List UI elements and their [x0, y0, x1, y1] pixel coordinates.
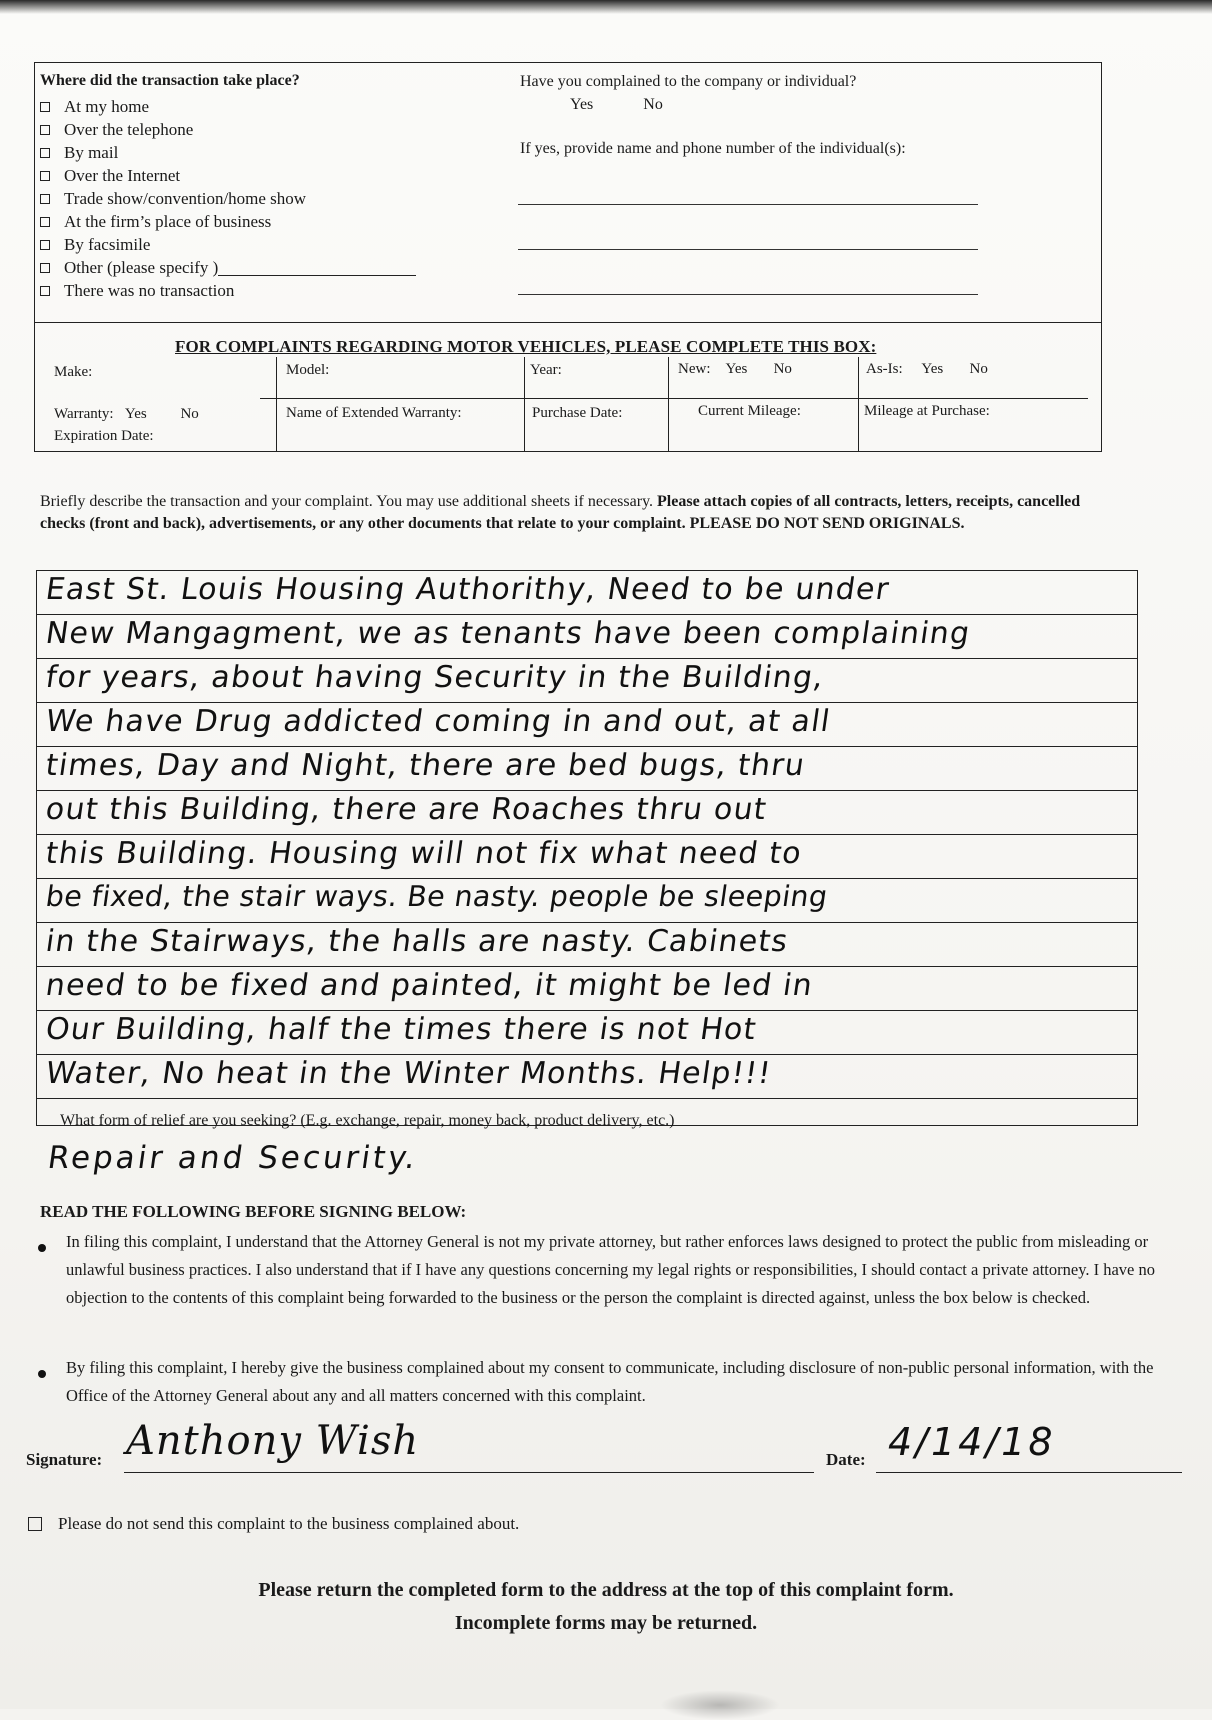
handwritten-line: Water, No heat in the Winter Months. Help!!! [43, 1056, 774, 1091]
date-label: Date: [826, 1450, 866, 1469]
signature-field[interactable] [124, 1472, 814, 1473]
checkbox[interactable] [40, 286, 50, 296]
mv-row-divider [260, 398, 1088, 399]
line-rule [36, 966, 1138, 967]
checkbox[interactable] [40, 171, 50, 181]
describe-instructions: Briefly describe the transaction and your complaint. You may use additional sheets if necessary. Please attach copies of all contracts, letters, receipts, cancelled checks (front and back), advertisements, or any other documents that relate to your complaint. PLEASE DO NOT SEND ORIGINALS. [40, 493, 1081, 532]
mv-warranty: Warranty: Yes No [54, 406, 199, 422]
handwritten-line: for years, about having Security in the Building, [43, 660, 827, 695]
option-facsimile[interactable]: By facsimile [40, 233, 416, 256]
line-rule [36, 614, 1138, 615]
mv-make: Make: [54, 364, 93, 380]
complained-yes[interactable]: Yes [570, 96, 594, 113]
line-rule [36, 746, 1138, 747]
line-rule [36, 702, 1138, 703]
mv-col-divider [668, 357, 669, 451]
mv-new: New: Yes No [678, 361, 792, 377]
other-specify-field[interactable] [218, 259, 416, 276]
read-before-title: READ THE FOLLOWING BEFORE SIGNING BELOW: [40, 1202, 467, 1221]
handwritten-line: be fixed, the stair ways. Be nasty. people be sleeping [43, 880, 830, 913]
mv-warranty-no[interactable]: No [180, 406, 199, 422]
handwritten-line: Our Building, half the times there is not Hot [43, 1012, 760, 1047]
scan-smudge [660, 1690, 780, 1720]
mv-as-is-yes[interactable]: Yes [921, 361, 944, 377]
option-internet[interactable]: Over the Internet [40, 164, 416, 187]
mv-as-is: As-Is: Yes No [866, 361, 988, 377]
checkbox[interactable] [40, 263, 50, 273]
line-rule [36, 790, 1138, 791]
footer-line-1: Please return the completed form to the address at the top of this complaint form. [258, 1579, 954, 1601]
handwritten-line: New Mangagment, we as tenants have been complaining [43, 616, 973, 651]
mv-col-divider [524, 357, 525, 451]
relief-answer: Repair and Security. [45, 1140, 421, 1176]
checkbox[interactable] [40, 148, 50, 158]
mv-as-is-no[interactable]: No [969, 361, 988, 377]
mv-extended-warranty: Name of Extended Warranty: [286, 405, 462, 421]
line-rule [36, 658, 1138, 659]
line-rule [36, 1054, 1138, 1055]
do-not-send-option[interactable]: Please do not send this complaint to the business complained about. [28, 1514, 519, 1534]
consent-paragraph-1: In filing this complaint, I understand that the Attorney General is not my private attorney, but rather enforces laws designed to protect the public from misleading or unlawful business practices. I also understand that if I have any questions concerning my legal rights or responsibilities, I should contact a private attorney. I have no objection to the contents of this complaint being forwarded to the business or the person the complaint is directed against, unless the box below is checked. [66, 1232, 1156, 1307]
handwritten-line: East St. Louis Housing Authorithy, Need to be under [43, 572, 892, 607]
bullet-icon [38, 1244, 46, 1252]
mv-col-divider [858, 357, 859, 451]
complained-yes-no [570, 96, 713, 114]
footer-line-2: Incomplete forms may be returned. [454, 1612, 758, 1634]
consent-paragraph-2: By filing this complaint, I hereby give the business complained about my consent to communicate, including disclosure of non-public personal information, with the Office of the Attorney General about any and all matters concerned with this complaint. [66, 1358, 1154, 1405]
line-rule [36, 1010, 1138, 1011]
complained-no[interactable]: No [643, 96, 663, 113]
option-firm[interactable]: At the firm’s place of business [40, 210, 416, 233]
mv-warranty-yes[interactable]: Yes [124, 406, 147, 422]
checkbox[interactable] [40, 240, 50, 250]
complained-question: Have you complained to the company or individual? [520, 73, 857, 90]
line-rule [36, 1098, 1138, 1099]
option-trade-show[interactable]: Trade show/convention/home show [40, 187, 416, 210]
option-other[interactable]: Other (please specify ) [40, 256, 416, 279]
checkbox[interactable] [40, 102, 50, 112]
checkbox[interactable] [40, 217, 50, 227]
scan-shadow [0, 0, 1212, 14]
if-yes-instructions: If yes, provide name and phone number of the individual(s): [520, 140, 906, 157]
contact-line-2[interactable] [518, 249, 978, 250]
relief-question: What form of relief are you seeking? (E.g. exchange, repair, money back, product delivery, etc.) [60, 1112, 675, 1129]
handwritten-line: need to be fixed and painted, it might be led in [43, 968, 816, 1003]
contact-line-3[interactable] [518, 294, 978, 295]
signature-label: Signature: [26, 1450, 103, 1469]
option-telephone[interactable]: Over the telephone [40, 118, 416, 141]
handwritten-line: out this Building, there are Roaches thru out [43, 792, 770, 827]
checkbox[interactable] [40, 125, 50, 135]
transaction-question: Where did the transaction take place? [40, 72, 300, 89]
handwritten-line: times, Day and Night, there are bed bugs, thru [43, 748, 808, 783]
motor-vehicles-title: FOR COMPLAINTS REGARDING MOTOR VEHICLES, PLEASE COMPLETE THIS BOX: [175, 337, 877, 356]
contact-line-1[interactable] [518, 204, 978, 205]
handwritten-line: We have Drug addicted coming in and out, at all [43, 704, 833, 739]
do-not-send-checkbox[interactable] [28, 1517, 42, 1531]
mv-model: Model: [286, 362, 330, 378]
mv-year: Year: [530, 362, 562, 378]
handwritten-line: in the Stairways, the halls are nasty. Cabinets [43, 924, 791, 959]
mv-current-mileage: Current Mileage: [698, 403, 801, 419]
date-field[interactable] [876, 1472, 1182, 1473]
mv-purchase-date: Purchase Date: [532, 405, 623, 421]
mv-new-no[interactable]: No [773, 361, 792, 377]
option-no-transaction[interactable]: There was no transaction [40, 279, 416, 302]
transaction-options [40, 95, 416, 302]
line-rule [36, 922, 1138, 923]
mv-top-border [34, 322, 1102, 323]
footer-instructions [0, 1574, 1212, 1640]
option-home[interactable]: At my home [40, 95, 416, 118]
line-rule [36, 834, 1138, 835]
signature-value: Anthony Wish [126, 1418, 420, 1464]
checkbox[interactable] [40, 194, 50, 204]
mv-expiration: Expiration Date: [54, 428, 154, 444]
mv-mileage-at-purchase: Mileage at Purchase: [864, 403, 990, 419]
mv-new-yes[interactable]: Yes [725, 361, 748, 377]
option-mail[interactable]: By mail [40, 141, 416, 164]
line-rule [36, 878, 1138, 879]
date-value: 4/14/18 [888, 1420, 1056, 1464]
mv-col-divider [276, 357, 277, 451]
bullet-icon [38, 1370, 46, 1378]
handwritten-line: this Building. Housing will not fix what need to [43, 836, 805, 871]
